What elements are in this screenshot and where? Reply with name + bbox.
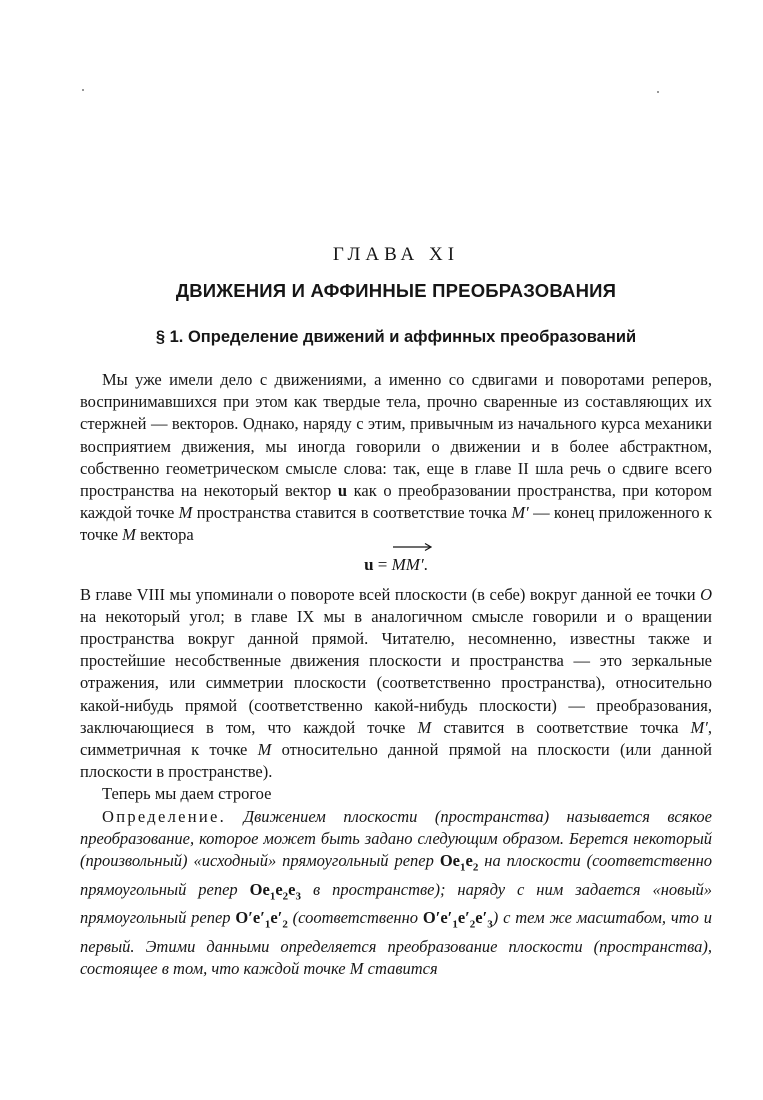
formula-period: . — [423, 554, 428, 574]
scan-speck — [82, 89, 84, 91]
frame-oe1e2e3: $Oe_1e_2e_3$ — [249, 879, 301, 902]
text-run: (соответственно — [292, 908, 419, 928]
frame-o-prime-e1e2: $O'e'_1e'_2$ — [235, 908, 288, 931]
point-m-prime: M′ — [690, 717, 708, 737]
formula-equals: = — [377, 554, 388, 574]
point-m: M — [178, 503, 193, 523]
point-m: M — [257, 740, 272, 760]
text-run: — конец приложенного к точке — [80, 503, 713, 545]
point-m: M — [417, 717, 432, 737]
page-content — [80, 244, 712, 980]
text-run: ставится в соответствие точка — [443, 717, 679, 737]
text-run: Движением плоскости (пространства) называется всякое преобразование, которое может быть задано следующим образом. Берется некоторый (произвольный) «исходный» прямоугольный репер — [80, 806, 713, 871]
point-m: M — [122, 525, 136, 545]
text-run: относительно данной прямой на плоскости (или данной плоскости в пространстве). — [80, 740, 713, 782]
paragraph-1 — [80, 369, 712, 547]
text-run: пространства ставится в соответствие точка — [196, 503, 508, 523]
point-o: O — [700, 584, 712, 604]
point-m-prime: M′ — [511, 503, 529, 523]
vector-mm-prime — [392, 555, 424, 575]
chapter-label: ГЛАВА XI — [332, 244, 460, 265]
paragraph-3: Теперь мы даем строгое — [102, 784, 272, 804]
point-m: M — [349, 958, 364, 978]
definition-paragraph — [80, 806, 712, 980]
text-run: на некоторый угол; в главе IX мы в аналогичном смысле говорили и о вращении пространства вокруг данной прямой. Читателю, несомненно, известны также и простейшие несобственные движения плоскости и пространства — это зеркальные отражения, или симметрии плоскости (соответственно пространства), относительно какой-нибудь прямой (соответственно какой-нибудь плоскости) — преобразования, заключающиеся в том, что каждой точке — [80, 606, 712, 737]
scan-speck — [657, 91, 659, 93]
text-run: как о преобразовании пространства, при котором каждой точке — [80, 481, 712, 523]
formula-lhs: u — [364, 554, 374, 574]
text-run: на плоскости (соответственно прямоугольный репер — [80, 851, 713, 899]
vector-arrow-icon — [392, 542, 432, 552]
definition-lead: Определение. — [102, 806, 227, 826]
vector-u: u — [337, 481, 348, 501]
chapter-title: ДВИЖЕНИЯ И АФФИННЫЕ ПРЕОБРАЗОВАНИЯ — [175, 280, 617, 301]
frame-o-prime-e1e2e3: $O'e'_1e'_2e'_3$ — [422, 908, 493, 931]
frame-oe1e2: $Oe_1e_2$ — [439, 851, 479, 874]
text-run: В главе VIII мы упоминали о повороте всей плоскости (в себе) вокруг данной ее точки — [80, 584, 696, 604]
paragraph-2 — [80, 584, 712, 784]
text-run: в пространстве); наряду с ним задается «новый» прямоугольный репер — [80, 879, 712, 928]
vector-label: MM′ — [391, 554, 424, 574]
text-run: вектора — [140, 525, 194, 545]
section-heading: § 1. Определение движений и аффинных преобразований — [155, 328, 637, 346]
text-run: , симметричная к точке — [80, 717, 713, 760]
text-run: ) с тем же масштабом, что и первый. Этими данными определяется преобразование плоскости (пространства), состоящее в том, что каждой точке — [80, 908, 713, 978]
text-run: ставится — [367, 958, 438, 978]
formula-u-equals-mm — [80, 555, 712, 575]
text-run: Мы уже имели дело с движениями, а именно со сдвигами и поворотами реперов, воспринимавшихся при этом как твердые тела, прочно сваренные из составляющих их стержней — векторов. Однако, наряду с этим, привычным из начального курса механики восприятием движения, мы иногда говорили о движении и в более абстрактном, собственно геометрическом смысле слова: так, еще в главе II шла речь о сдвиге всего пространства на некоторый вектор — [80, 370, 712, 501]
